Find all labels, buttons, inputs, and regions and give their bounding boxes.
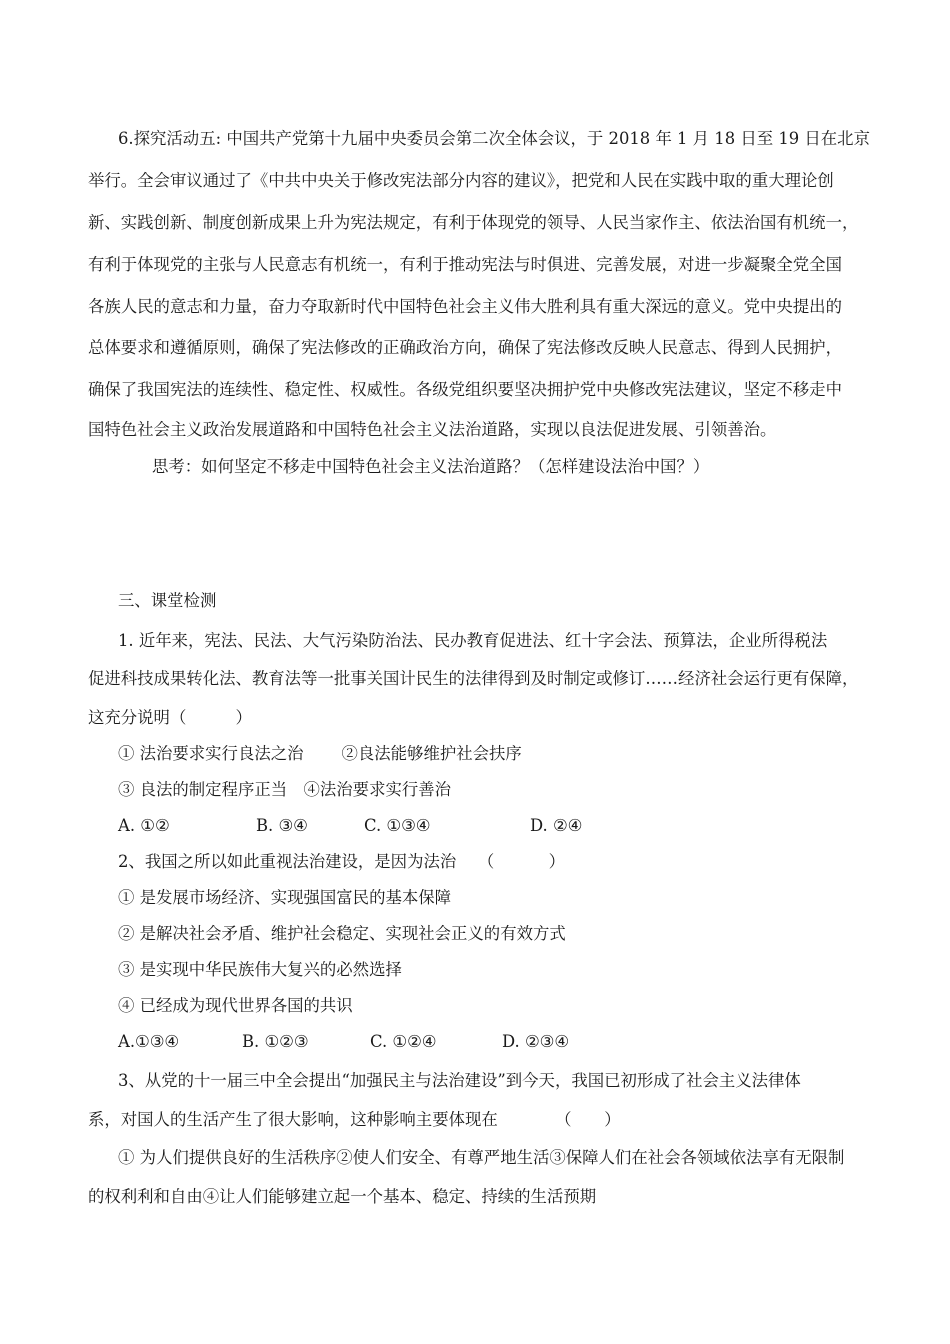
q2-statement-2: ② 是解决社会矛盾、维护社会稳定、实现社会正义的有效方式	[118, 924, 566, 943]
q2-option-a[interactable]: A.①③④	[118, 1032, 180, 1051]
q1-option-d[interactable]: D. ②④	[530, 816, 583, 835]
q1-stem-line-2: 促进科技成果转化法、教育法等一批事关国计民生的法律得到及时制定或修订……经济社会运行更有保障，	[88, 669, 859, 688]
q1-statement-2: ③ 良法的制定程序正当 ④法治要求实行善治	[118, 780, 452, 799]
q2-statement-1: ① 是发展市场经济、实现强国富民的基本保障	[118, 888, 452, 907]
q3-statement-line-1: ① 为人们提供良好的生活秩序②使人们安全、有尊严地生活③保障人们在社会各领域依法享有无限制	[118, 1148, 845, 1167]
activity-line-2: 举行。全会审议通过了《中共中央关于修改宪法部分内容的建议》，把党和人民在实践中取的重大理论创	[88, 171, 834, 190]
q2-statement-3: ③ 是实现中华民族伟大复兴的必然选择	[118, 960, 402, 979]
q3-stem-line-2: 系，对国人的生活产生了很大影响，这种影响主要体现在 （ ）	[88, 1110, 621, 1129]
q1-option-b[interactable]: B. ③④	[256, 816, 308, 835]
q2-statement-4: ④ 已经成为现代世界各国的共识	[118, 996, 353, 1015]
q2-option-b[interactable]: B. ①②③	[242, 1032, 309, 1051]
activity-line-6: 总体要求和遵循原则，确保了宪法修改的正确政治方向，确保了宪法修改反映人民意志、得到人民拥护，	[88, 338, 842, 357]
q1-option-a[interactable]: A. ①②	[118, 816, 170, 835]
activity-line-1: 6.探究活动五: 中国共产党第十九届中央委员会第二次全体会议，于 2018 年 1 月 18 日至 19 日在北京	[118, 129, 870, 148]
activity-line-5: 各族人民的意志和力量，奋力夺取新时代中国特色社会主义伟大胜利具有重大深远的意义。党中央提出的	[88, 297, 842, 316]
q1-stem-line-1: 1. 近年来，宪法、民法、大气污染防治法、民办教育促进法、红十字会法、预算法，企业所得税法	[118, 631, 828, 650]
q3-statement-line-2: 的权利利和自由④让人们能够建立起一个基本、稳定、持续的生活预期	[88, 1187, 597, 1206]
q1-option-c[interactable]: C. ①③④	[364, 816, 431, 835]
activity-line-4: 有利于体现党的主张与人民意志有机统一，有利于推动宪法与时俱进、完善发展，对进一步凝聚全党全国	[88, 255, 842, 274]
q1-statement-1: ① 法治要求实行良法之治 ②良法能够维护社会扶序	[118, 744, 522, 763]
think-question: 思考：如何坚定不移走中国特色社会主义法治道路？（怎样建设法治中国？）	[152, 457, 710, 476]
activity-line-8: 国特色社会主义政治发展道路和中国特色社会主义法治道路，实现以良法促进发展、引领善治。	[88, 420, 777, 439]
q2-option-d[interactable]: D. ②③④	[502, 1032, 570, 1051]
activity-line-3: 新、实践创新、制度创新成果上升为宪法规定，有利于体现党的领导、人民当家作主、依法治国有机统一，	[88, 213, 859, 232]
q2-stem: 2、我国之所以如此重视法治建设，是因为法治 （ ）	[118, 852, 566, 871]
activity-line-7: 确保了我国宪法的连续性、稳定性、权威性。各级党组织要坚决拥护党中央修改宪法建议，坚定不移走中	[88, 380, 842, 399]
q3-stem-line-1: 3、从党的十一届三中全会提出“加强民主与法治建设”到今天，我国已初形成了社会主义法律体	[118, 1071, 801, 1090]
section-title: 三、课堂检测	[118, 591, 217, 610]
q2-option-c[interactable]: C. ①②④	[370, 1032, 437, 1051]
q1-stem-line-3: 这充分说明（ ）	[88, 708, 252, 727]
